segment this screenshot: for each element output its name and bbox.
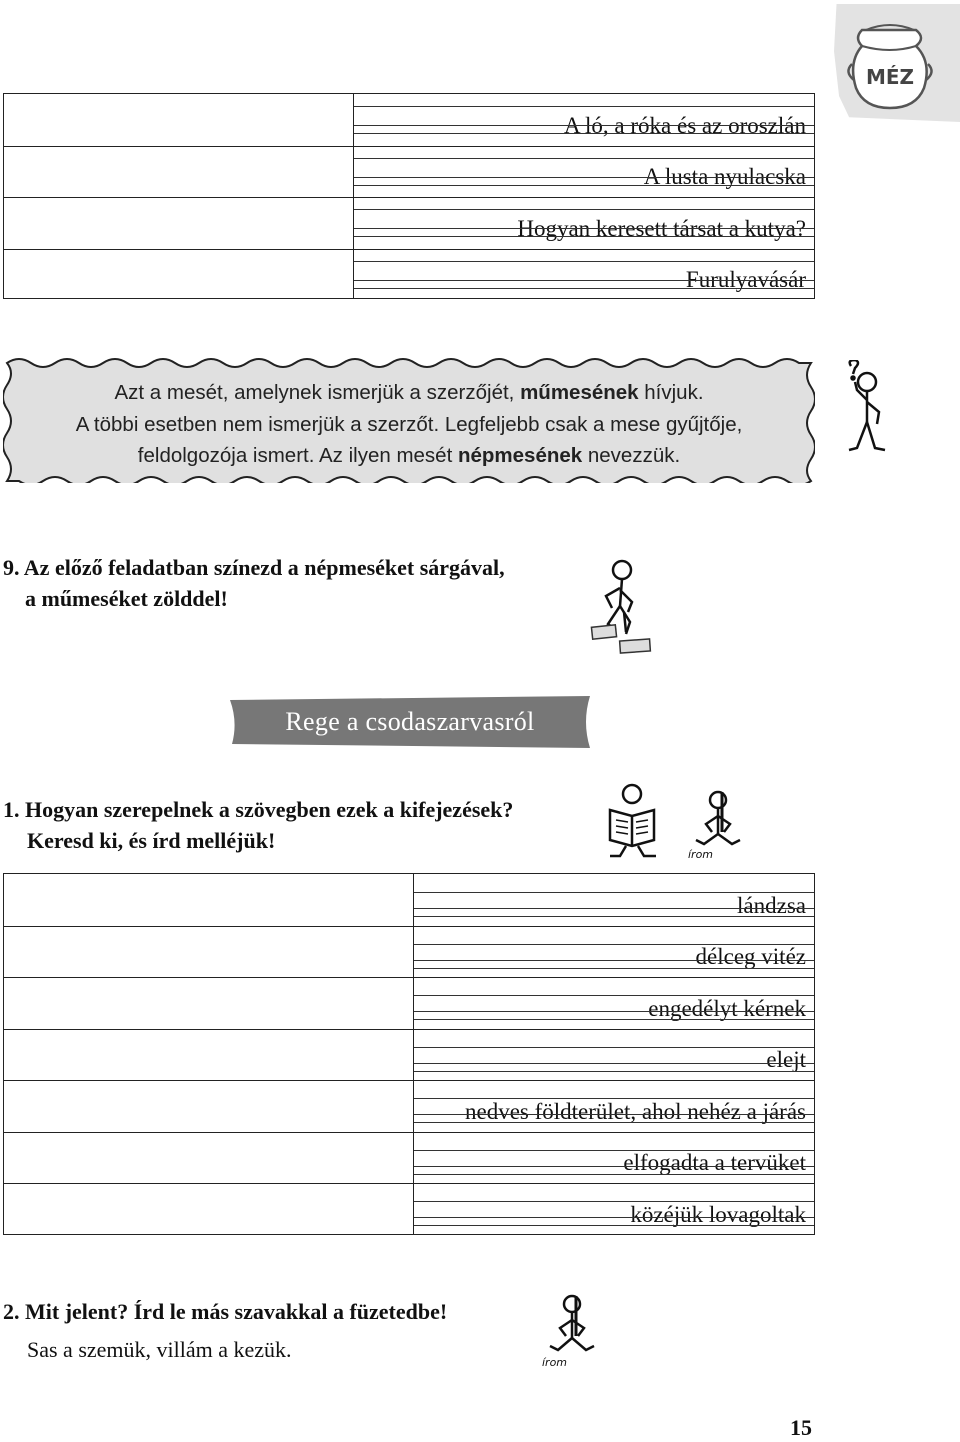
honey-pot-icon (844, 16, 936, 112)
tales-table (3, 93, 815, 299)
row-label: közéjük lovagoltak (630, 1201, 806, 1227)
writing-lines[interactable] (354, 197, 814, 249)
task-9 (3, 552, 505, 614)
writing-lines[interactable] (414, 1132, 814, 1184)
reading-figure-icon (602, 782, 662, 858)
writing-lines[interactable] (354, 94, 814, 146)
writing-lines[interactable] (354, 146, 814, 198)
row-label: délceg vitéz (695, 944, 806, 969)
task-2 (3, 1296, 447, 1363)
honey-pot-badge (834, 4, 960, 122)
svg-text:írom: írom (542, 1356, 568, 1369)
row-label: Hogyan keresett társat a kutya? (517, 215, 806, 241)
writing-lines[interactable] (414, 874, 814, 926)
writing-lines[interactable] (354, 249, 814, 301)
row-label: elfogadta a tervüket (623, 1150, 806, 1175)
row-label: nedves földterület, ahol nehéz a járás (464, 1098, 806, 1124)
writing-lines[interactable] (414, 1080, 814, 1132)
info-line-2: A többi esetben nem ismerjük a szerzőt. Legfeljebb csak a mese gyűjtője, (75, 412, 743, 436)
task-9-line-2: a műmeséket zölddel! (25, 586, 228, 611)
section-title-banner (228, 696, 592, 748)
row-label: A ló, a róka és az oroszlán (563, 112, 806, 138)
info-line-1: Azt a mesét, amelynek ismerjük a szerzőjét, műmesének hívjuk. (114, 381, 704, 404)
svg-text:MÉZ: MÉZ (865, 65, 915, 89)
writing-lines[interactable] (414, 1029, 814, 1081)
page-number: 15 (790, 1415, 812, 1440)
task-1-line-1: 1. Hogyan szerepelnek a szövegben ezek a kifejezések? (3, 797, 514, 822)
task-9-line-1: 9. Az előző feladatban színezd a népmeséket sárgával, (3, 555, 505, 580)
row-label: elejt (766, 1047, 806, 1072)
writing-figure-icon-2 (538, 1292, 604, 1370)
writing-lines[interactable] (414, 926, 814, 978)
writing-figure-icon (684, 788, 750, 862)
task-1 (3, 794, 513, 856)
task-2-line-2: Sas a szemük, villám a kezük. (27, 1337, 292, 1362)
info-line-3: feldolgozója ismert. Az ilyen mesét népmesének nevezzük. (137, 444, 681, 467)
question-figure-icon (843, 360, 889, 456)
task-1-line-2: Keresd ki, és írd melléjük! (27, 828, 276, 853)
row-label: engedélyt kérnek (648, 995, 806, 1021)
coloring-figure-icon (588, 556, 656, 656)
expressions-table (3, 873, 815, 1235)
task-2-line-1: 2. Mit jelent? Írd le más szavakkal a füzetedbe! (3, 1299, 448, 1324)
info-box (3, 355, 815, 483)
writing-lines[interactable] (414, 977, 814, 1029)
section-title: Rege a csodaszarvasról (285, 707, 535, 736)
svg-text:írom: írom (688, 848, 714, 861)
row-label: lándzsa (737, 892, 806, 918)
writing-lines[interactable] (414, 1183, 814, 1235)
row-label: Furulyavásár (685, 267, 806, 292)
row-label: A lusta nyulacska (643, 164, 806, 189)
